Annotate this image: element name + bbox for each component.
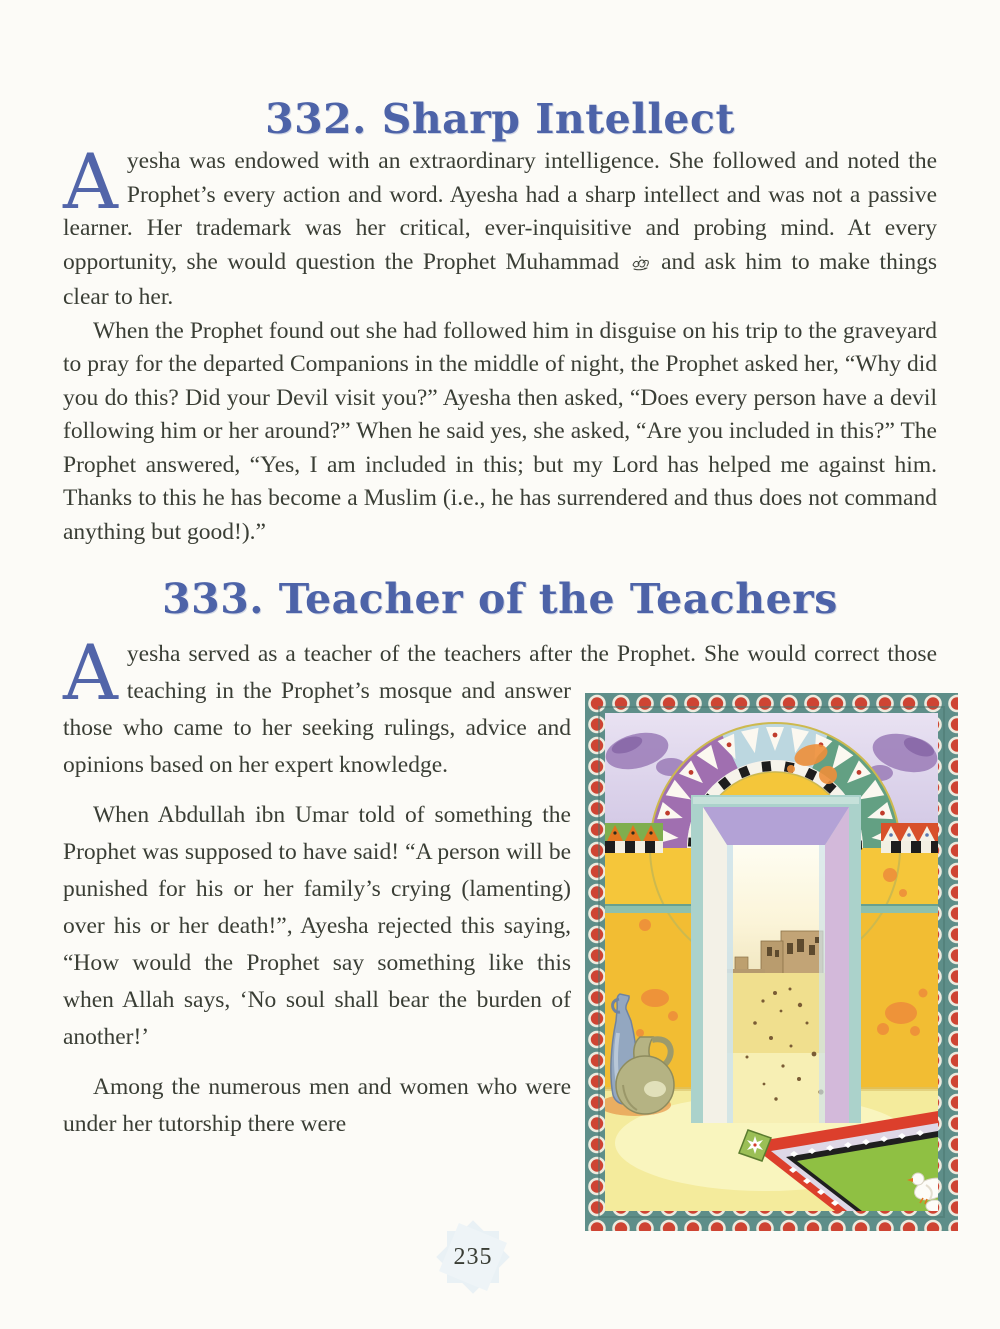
paragraph: When Abdullah ibn Umar told of something the Prophet was supposed to have said! “A person will be punished for his or her family’s crying (lamenting) over his or her death!”, Ayesha rejected this saying, “How would the Prophet say something like this when Allah says, ‘No soul shall bear the burden of another!’ [63, 802, 571, 1050]
arch-doorway-illustration [585, 693, 958, 1231]
page-content [63, 0, 937, 1231]
section-heading-332: 332. Sharp Intellect [265, 95, 735, 143]
paragraph-text: yesha served as a teacher of the teachers after the Prophet. She would [126, 641, 807, 667]
page-number: 235 [453, 1244, 493, 1270]
paragraph [63, 137, 937, 315]
paragraph-text: yesha was endowed with an extraordinary intelligence. She followed and noted the Prophet’s every action and word. Ayesha had a sharp intellect and was not a passive learner. Her trademark was her critical, ever-inquisitive and probing mind. At every opportunity, she would question the Prophet Muhammad [63, 148, 937, 275]
open-doorway [691, 795, 861, 1123]
drop-cap: A [63, 137, 118, 226]
drop-cap: A [63, 628, 118, 717]
paragraph [63, 628, 937, 784]
wall-top-band-right [881, 823, 938, 853]
pbuh-honorific-icon [631, 248, 650, 282]
paragraph-text: correct those teaching in the Prophet’s mosque and answer those who came to her seeking rulings, advice and opinions based on her expert knowledge. [63, 641, 937, 778]
wall-top-band-left [605, 823, 663, 853]
paragraph-text: and ask him to make things clear to her. [63, 248, 937, 310]
paragraph: Among the numerous men and women who were under her tutorship there were [63, 1074, 571, 1137]
section-heading-333: 333. Teacher of the Teachers [162, 575, 838, 623]
illustration-scene [599, 713, 950, 1212]
page-footer [63, 1222, 883, 1292]
paragraph: When the Prophet found out she had followed him in disguise on his trip to the graveyard to pray for the departed Companions in the middle of night, the Prophet asked her, “Why did you do this? Did your Devil visit you?” Ayesha then asked, “Does every person have a devil following him or her around?” When he said yes, she asked, “Are you included in this?” The Prophet answered, “Yes, I am included in this; but my Lord has helped me against him. Thanks to this he has become a Muslim (i.e., he has surrendered and thus does not command anything but good!).” [63, 317, 937, 545]
